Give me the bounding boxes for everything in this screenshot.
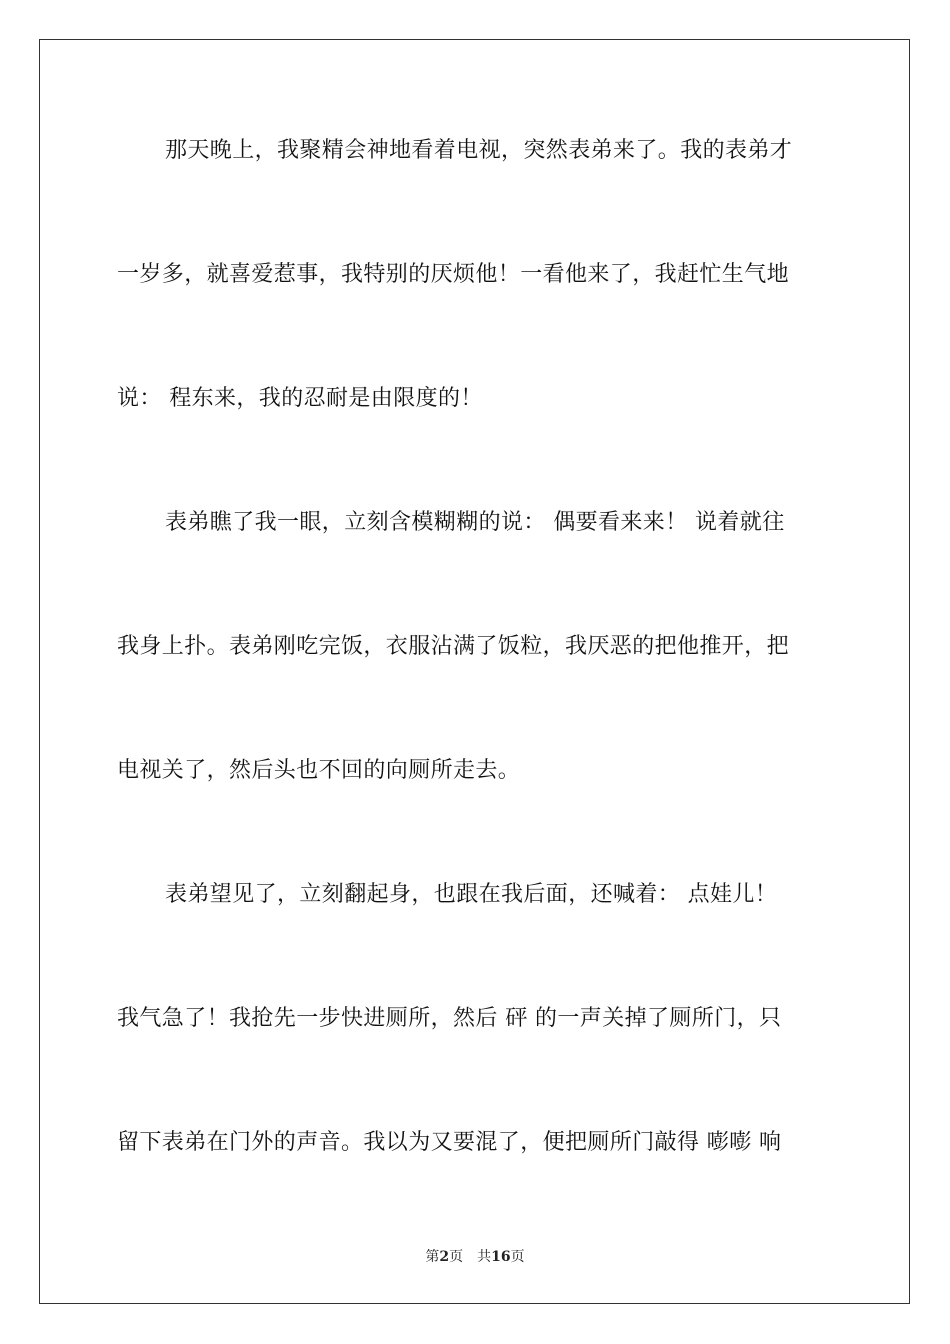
paragraph-1-line-1: 那天晚上，我聚精会神地看着电视，突然表弟来了。我的表弟才	[165, 138, 793, 163]
total-prefix: 共	[477, 1249, 492, 1265]
page-number: 2	[439, 1249, 450, 1265]
paragraph-3-line-2: 我气急了！我抢先一步快进厕所，然后 砰 的一声关掉了厕所门，只	[117, 1006, 782, 1031]
paragraph-2-line-3: 电视关了，然后头也不回的向厕所走去。	[117, 758, 521, 783]
page-border	[39, 39, 910, 1304]
page-prefix: 第	[425, 1249, 440, 1265]
paragraph-3-line-3: 留下表弟在门外的声音。我以为又要混了，便把厕所门敲得 嘭嘭 响	[117, 1130, 782, 1155]
page-suffix: 页	[449, 1249, 464, 1265]
total-pages: 16	[491, 1249, 511, 1265]
paragraph-2-line-2: 我身上扑。表弟刚吃完饭，衣服沾满了饭粒，我厌恶的把他推开，把	[117, 634, 790, 659]
paragraph-1-line-2: 一岁多，就喜爱惹事，我特别的厌烦他！一看他来了，我赶忙生气地	[117, 262, 790, 287]
paragraph-2-line-1: 表弟瞧了我一眼，立刻含模糊糊的说： 偶要看来来！ 说着就往	[165, 510, 785, 535]
paragraph-1-line-3: 说： 程东来，我的忍耐是由限度的！	[117, 386, 483, 411]
paragraph-3-line-1: 表弟望见了，立刻翻起身，也跟在我后面，还喊着： 点娃儿！	[165, 882, 778, 907]
total-suffix: 页	[510, 1249, 525, 1265]
page-footer	[0, 1248, 950, 1266]
